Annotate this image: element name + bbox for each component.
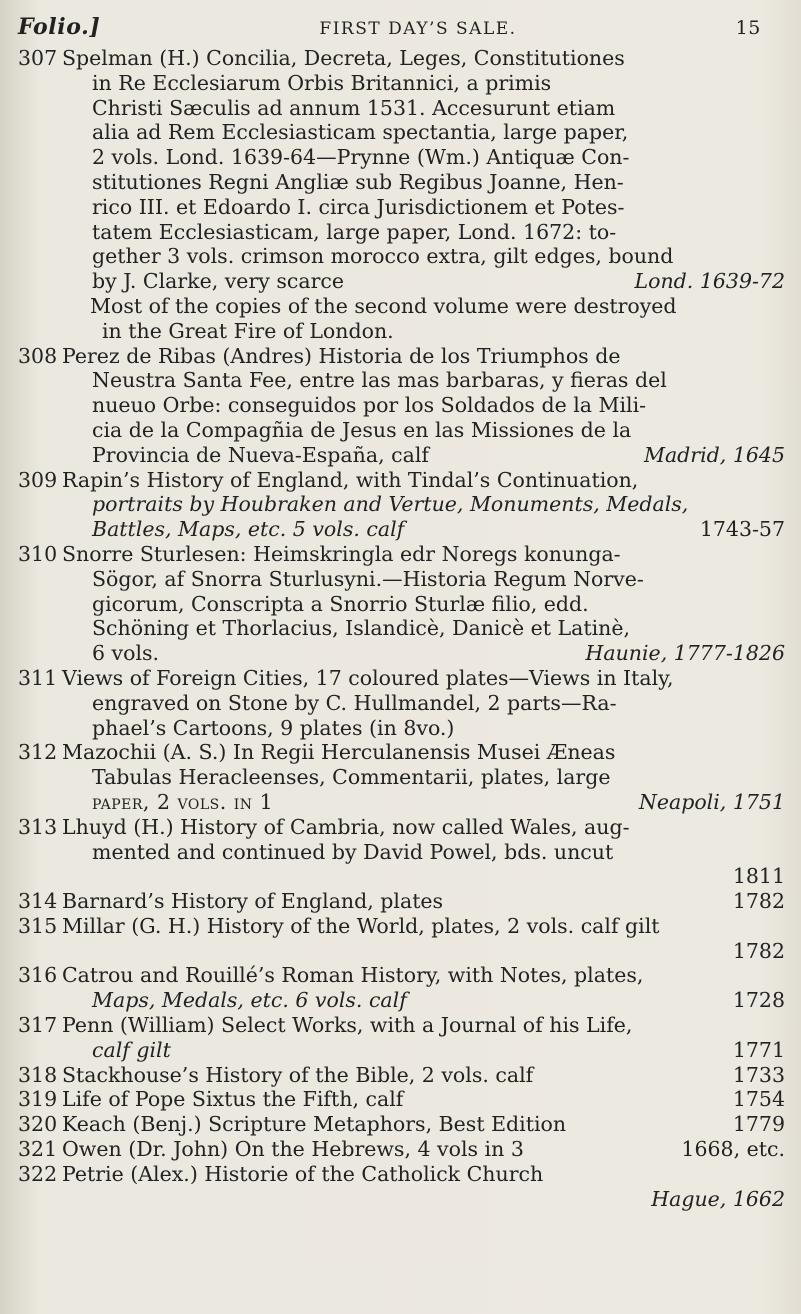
lot-line-text: Owen (Dr. John) On the Hebrews, 4 vols in 3: [62, 1137, 524, 1162]
lot-number: 315: [18, 913, 58, 938]
lot-320: [18, 1112, 785, 1137]
lot-line: Schöning et Thorlacius, Islandicè, Danicè et Latinè,: [92, 616, 630, 641]
lot-309: [18, 468, 785, 542]
lot-note: Most of the copies of the second volume were destroyed: [90, 293, 677, 318]
lot-description: [62, 666, 785, 740]
lot-description: [62, 344, 785, 468]
lot-number: 309: [18, 467, 58, 492]
lot-line: Perez de Ribas (Andres) Historia de los Triumphos de: [62, 343, 621, 368]
lot-317: [18, 1013, 785, 1063]
lot-imprint: Lond. 1639-72: [634, 269, 785, 294]
lot-line: nueuo Orbe: conseguidos por los Soldados de la Mili-: [92, 393, 647, 418]
lot-321: [18, 1137, 785, 1162]
lot-line: [62, 889, 785, 914]
lot-line: alia ad Rem Ecclesiasticam spectantia, large paper,: [92, 120, 629, 145]
lot-description: [62, 914, 785, 964]
lot-description: [62, 1013, 785, 1063]
lot-description: [62, 1087, 785, 1112]
lot-line: phael’s Cartoons, 9 plates (in 8vo.): [92, 715, 455, 740]
lot-line: [62, 988, 785, 1013]
lot-number: 318: [18, 1062, 58, 1087]
lot-number: 322: [18, 1161, 58, 1186]
lot-imprint: Madrid, 1645: [643, 442, 785, 467]
lot-line: 2 vols. Lond. 1639-64—Prynne (Wm.) Antiquæ Con-: [92, 145, 630, 170]
lot-number: 317: [18, 1013, 58, 1038]
lot-description: [62, 1137, 785, 1162]
lot-line: engraved on Stone by C. Hullmandel, 2 parts—Ra-: [92, 690, 617, 715]
lot-line-text: by J. Clarke, very scarce: [92, 269, 344, 294]
lot-line: rico III. et Edoardo I. circa Jurisdictionem et Potes-: [92, 194, 625, 219]
lot-number: 314: [18, 889, 58, 914]
lot-line: [62, 1137, 785, 1162]
lot-line: [62, 790, 785, 815]
header-format: Folio.]: [18, 14, 101, 40]
lot-description: [62, 1162, 785, 1212]
lot-line: Rapin’s History of England, with Tindal’s Continuation,: [62, 467, 639, 492]
lot-line: Views of Foreign Cities, 17 coloured plates—Views in Italy,: [62, 665, 674, 690]
lot-imprint: 1771: [732, 1037, 785, 1062]
lot-line-text: 6 vols.: [92, 641, 160, 666]
lot-line: Petrie (Alex.) Historie of the Catholick Church: [62, 1161, 544, 1186]
lot-number: 308: [18, 343, 58, 368]
lot-number: 311: [18, 665, 58, 690]
lot-description: [62, 1063, 785, 1088]
lot-line: Spelman (H.) Concilia, Decreta, Leges, Constitutiones: [62, 46, 625, 70]
lot-line-text: paper, 2 vols. in 1: [92, 789, 274, 814]
lot-line-text: calf gilt: [92, 1037, 171, 1062]
lot-line-text: Battles, Maps, etc. 5 vols. calf: [92, 517, 405, 542]
lot-line: [62, 1038, 785, 1063]
lot-line-text: Barnard’s History of England, plates: [62, 889, 444, 914]
lot-318: [18, 1063, 785, 1088]
lot-imprint: 1779: [732, 1112, 785, 1137]
lot-description: [62, 46, 785, 344]
lot-note: in the Great Fire of London.: [102, 318, 394, 343]
lot-description: [62, 815, 785, 889]
lot-description: [62, 740, 785, 814]
lot-line: stitutiones Regni Angliæ sub Regibus Joanne, Hen-: [92, 169, 624, 194]
lot-imprint: Haunie, 1777-1826: [585, 641, 785, 666]
lot-number: 319: [18, 1087, 58, 1112]
lot-line: mented and continued by David Powel, bds. uncut: [92, 839, 614, 864]
lot-description: [62, 468, 785, 542]
lot-line: [62, 1087, 785, 1112]
lot-line: cia de la Compagñia de Jesus en las Missiones de la: [92, 417, 632, 442]
lot-number: 316: [18, 963, 58, 988]
lot-line: Lhuyd (H.) History of Cambria, now called Wales, aug-: [62, 814, 630, 839]
lot-line: Mazochii (A. S.) In Regii Herculanensis Musei Æneas: [62, 740, 616, 765]
lot-315: [18, 914, 785, 964]
lot-line-text: Maps, Medals, etc. 6 vols. calf: [92, 988, 407, 1013]
lot-line: portraits by Houbraken and Vertue, Monuments, Medals,: [92, 492, 689, 517]
lot-imprint: Neapoli, 1751: [638, 789, 785, 814]
lot-line: tatem Ecclesiasticam, large paper, Lond. 1672: to-: [92, 219, 617, 244]
lot-number: 310: [18, 541, 58, 566]
lot-311: [18, 666, 785, 740]
lot-line-text: Keach (Benj.) Scripture Metaphors, Best Edition: [62, 1112, 567, 1137]
lot-line-text: Life of Pope Sixtus the Fifth, calf: [62, 1087, 404, 1112]
lot-line: [62, 1063, 785, 1088]
lot-line: [62, 443, 785, 468]
page-number: 15: [735, 17, 761, 39]
lot-imprint: Hague, 1662: [651, 1186, 785, 1211]
lot-line: Tabulas Heracleenses, Commentarii, plates, large: [92, 765, 611, 790]
lot-line: [62, 1112, 785, 1137]
lot-line: [62, 517, 785, 542]
lot-number: 307: [18, 46, 58, 70]
lot-imprint: 1811: [732, 864, 785, 889]
lot-imprint: 1782: [732, 938, 785, 963]
lot-imprint: 1743-57: [699, 517, 785, 542]
lot-number: 321: [18, 1137, 58, 1162]
lot-line: Neustra Santa Fee, entre las mas barbaras, y fieras del: [92, 368, 667, 393]
lot-line-text: Stackhouse’s History of the Bible, 2 vols. calf: [62, 1062, 534, 1087]
lot-line: gether 3 vols. crimson morocco extra, gilt edges, bound: [92, 244, 674, 269]
lot-imprint: 1782: [732, 889, 785, 914]
lot-line: Penn (William) Select Works, with a Journal of his Life,: [62, 1013, 633, 1038]
lot-line: Snorre Sturlesen: Heimskringla edr Noregs konunga-: [62, 541, 621, 566]
lot-line: [62, 269, 785, 294]
lot-319: [18, 1087, 785, 1112]
lot-imprint: 1733: [732, 1062, 785, 1087]
lot-number: 313: [18, 814, 58, 839]
lot-line: Sögor, af Snorra Sturlusyni.—Historia Regum Norve-: [92, 566, 644, 591]
header-title: FIRST DAY’S SALE.: [319, 19, 517, 39]
lot-line: Christi Sæculis ad annum 1531. Accesurunt etiam: [92, 95, 616, 120]
lot-description: [62, 542, 785, 666]
lot-description: [62, 963, 785, 1013]
lot-313: [18, 815, 785, 889]
lot-number: 312: [18, 740, 58, 765]
lot-314: [18, 889, 785, 914]
lot-line: in Re Ecclesiarum Orbis Britannici, a primis: [92, 70, 552, 95]
lot-line: [62, 641, 785, 666]
lot-description: [62, 1112, 785, 1137]
lot-imprint: 1754: [732, 1087, 785, 1112]
lot-316: [18, 963, 785, 1013]
lot-imprint: 1728: [732, 988, 785, 1013]
lot-312: [18, 740, 785, 814]
lot-number: 320: [18, 1112, 58, 1137]
lot-line: Millar (G. H.) History of the World, plates, 2 vols. calf gilt: [62, 913, 660, 938]
lot-308: [18, 344, 785, 468]
page-header: [18, 14, 785, 40]
lot-310: [18, 542, 785, 666]
lot-description: [62, 889, 785, 914]
lot-line-text: Provincia de Nueva-España, calf: [92, 442, 429, 467]
lot-307: [18, 46, 785, 344]
lot-line: gicorum, Conscripta a Snorrio Sturlæ filio, edd.: [92, 591, 589, 616]
lot-imprint: 1668, etc.: [681, 1137, 785, 1162]
lot-322: [18, 1162, 785, 1212]
lot-line: Catrou and Rouillé’s Roman History, with Notes, plates,: [62, 963, 644, 988]
